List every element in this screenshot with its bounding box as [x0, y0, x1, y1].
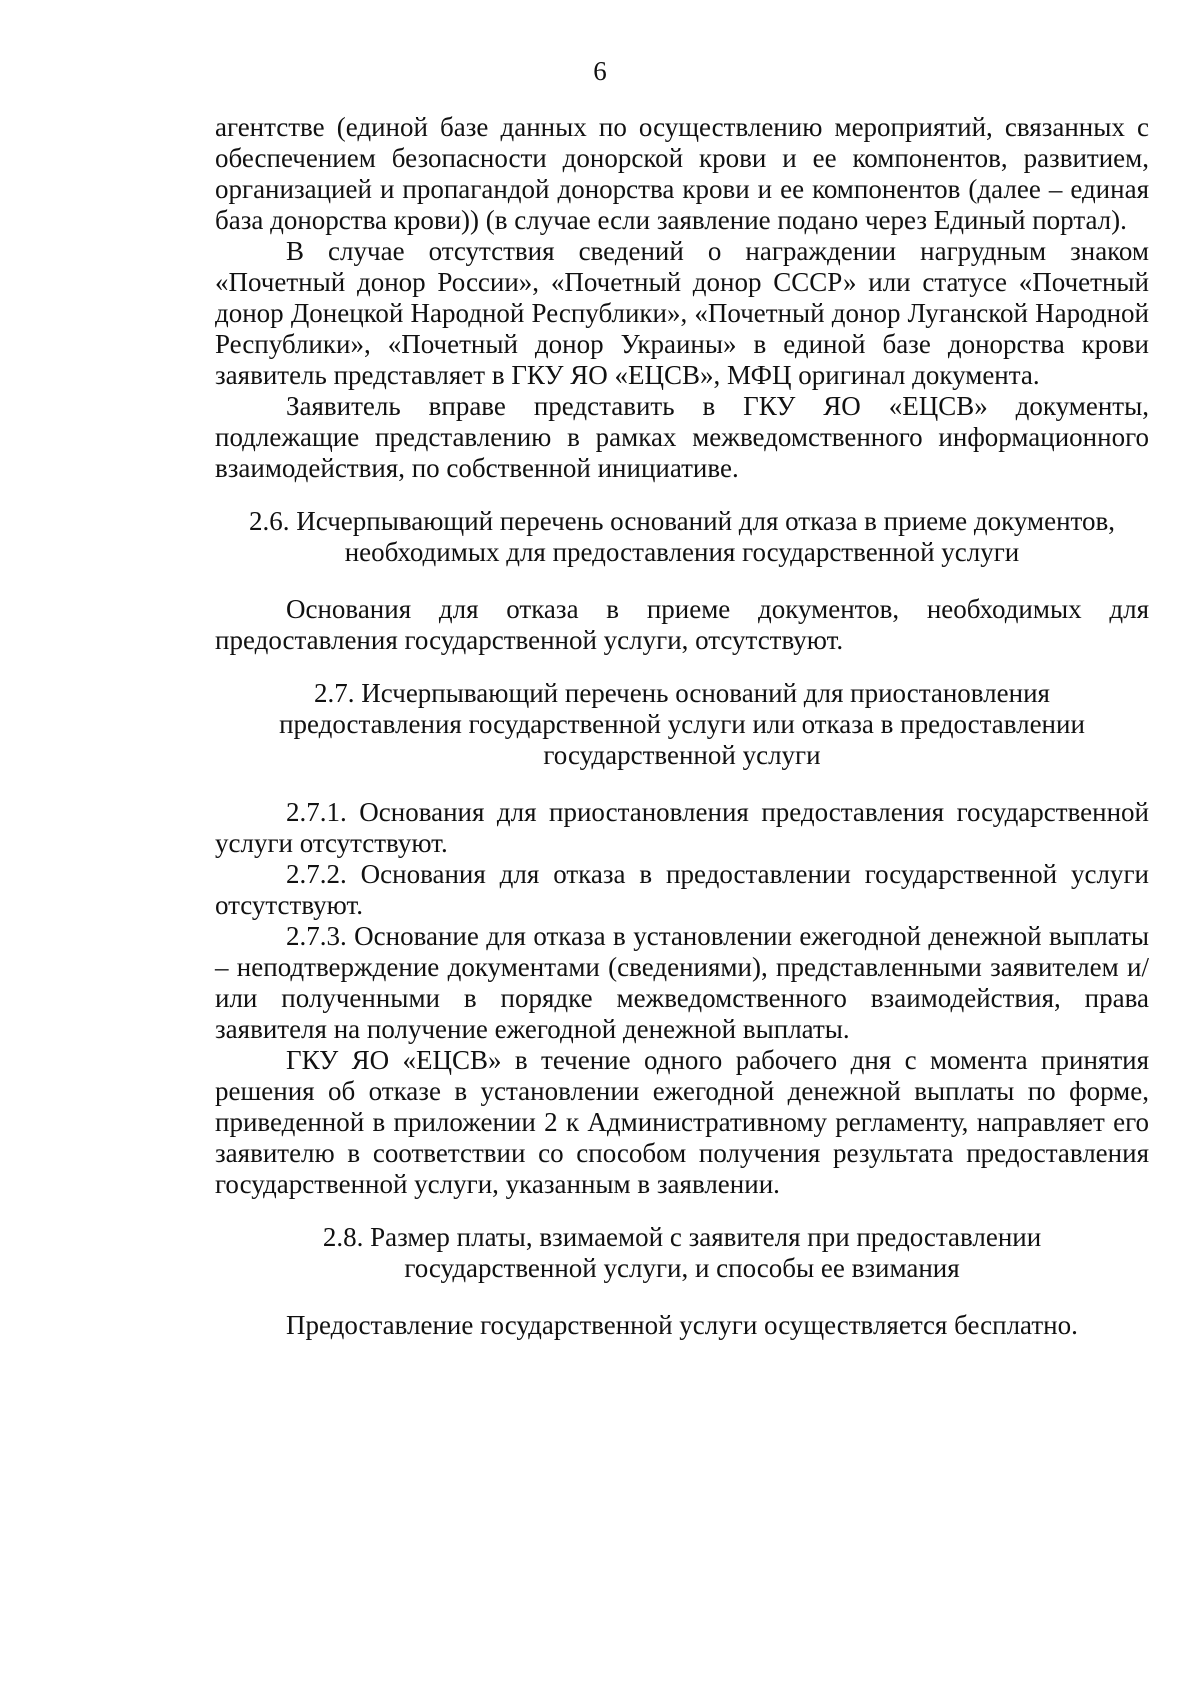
heading-line: государственной услуги, и способы ее взимания — [404, 1253, 960, 1283]
heading-line: необходимых для предоставления государственной услуги — [344, 537, 1020, 567]
heading-line: 2.7. Исчерпывающий перечень оснований для приостановления — [314, 678, 1050, 708]
paragraph: агентстве (единой базе данных по осуществлению мероприятий, связанных с обеспечением безопасности донорской крови и ее компонентов, развитием, организацией и пропагандой донорства крови и ее компонентов (далее – единая база донорства крови)) (в случае если заявление подано через Единый портал). — [215, 112, 1149, 235]
section-heading-2-6 — [215, 506, 1149, 568]
heading-line: 2.8. Размер платы, взимаемой с заявителя при предоставлении — [322, 1222, 1042, 1252]
paragraph: ГКУ ЯО «ЕЦСВ» в течение одного рабочего дня с момента принятия решения об отказе в установлении ежегодной денежной выплаты по форме, приведенной в приложении 2 к Административному регламенту, направляет его заявителю в соответствии со способом получения результата предоставления государственной услуги, указанным в заявлении. — [215, 1045, 1149, 1199]
paragraph: Заявитель вправе представить в ГКУ ЯО «ЕЦСВ» документы, подлежащие представлению в рамках межведомственного информационного взаимодействия, по собственной инициативе. — [215, 391, 1149, 483]
heading-line: 2.6. Исчерпывающий перечень оснований для отказа в приеме документов, — [249, 506, 1115, 536]
paragraph: В случае отсутствия сведений о награждении нагрудным знаком «Почетный донор России», «Почетный донор СССР» или статусе «Почетный донор Донецкой Народной Республики», «Почетный донор Луганской Народной Республики», «Почетный донор Украины» в единой базе донорства крови заявитель представляет в ГКУ ЯО «ЕЦСВ», МФЦ оригинал документа. — [215, 236, 1149, 390]
heading-line: предоставления государственной услуги или отказа в предоставлении — [279, 709, 1085, 739]
section-heading-2-8 — [215, 1222, 1149, 1284]
paragraph: 2.7.3. Основание для отказа в установлении ежегодной денежной выплаты – неподтверждение документами (сведениями), представленными заявителем и/или полученными в порядке межведомственного взаимодействия, права заявителя на получение ежегодной денежной выплаты. — [215, 921, 1149, 1044]
paragraph: Основания для отказа в приеме документов, необходимых для предоставления государственной услуги, отсутствуют. — [215, 594, 1149, 655]
paragraph: 2.7.2. Основания для отказа в предоставлении государственной услуги отсутствуют. — [215, 859, 1149, 920]
heading-line: государственной услуги — [543, 740, 821, 770]
paragraph: 2.7.1. Основания для приостановления предоставления государственной услуги отсутствуют. — [215, 797, 1149, 858]
paragraph: Предоставление государственной услуги осуществляется бесплатно. — [286, 1310, 1078, 1340]
document-body — [215, 112, 1149, 1341]
section-heading-2-7 — [215, 678, 1149, 771]
page-number: 6 — [593, 56, 607, 86]
